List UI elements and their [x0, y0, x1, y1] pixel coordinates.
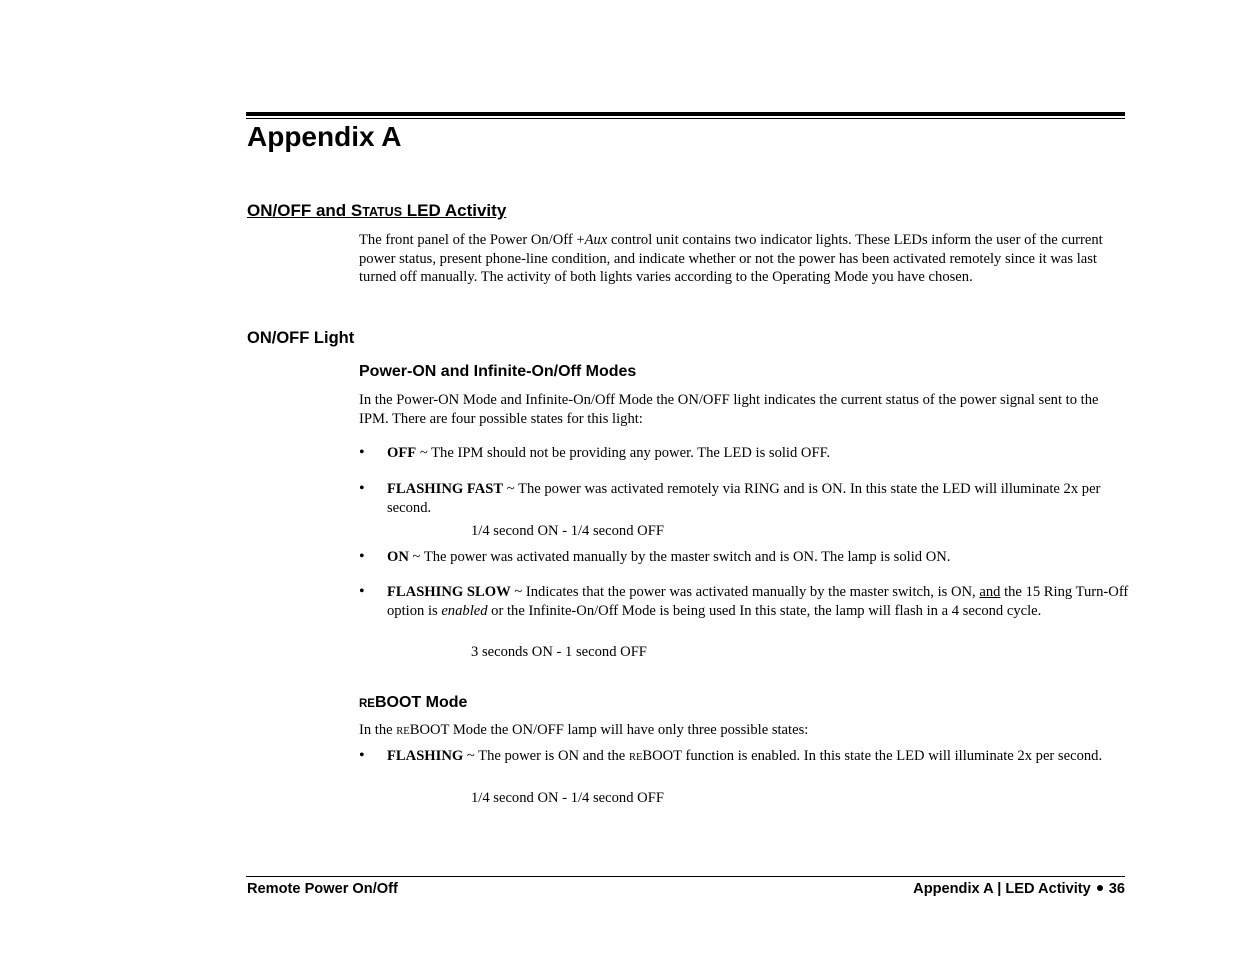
reboot-intro-2: BOOT Mode the ON/OFF lamp will have only three possible states: [409, 722, 809, 738]
chapter-title: Appendix A [247, 121, 402, 152]
page-number: 36 [1108, 881, 1125, 897]
timing-flashing-slow: 3 seconds ON - 1 second OFF [471, 644, 647, 660]
bullet-text: ~ The power was activated manually by the master switch and is ON. The lamp is solid ON. [408, 549, 951, 565]
header-rule-thin [246, 118, 1125, 119]
intro-text-1: The front panel of the Power On/Off + [359, 232, 585, 248]
header-rule-thick [246, 112, 1125, 116]
intro-text-2: control unit contains two indicator lights. These LEDs inform the user of the current power status, present phone-line condition, and indicate whether or not the power has been activated remotely since it was last turned off manually. The activity of both lights varies according to the Operating Mode you have chosen. [359, 232, 1103, 285]
bullet-text: or the Infinite-On/Off Mode is being used In this state, the lamp will flash in a 4 second cycle. [487, 602, 1042, 619]
bullet-marker: • [359, 583, 365, 600]
power-on-modes-heading: Power-ON and Infinite-On/Off Modes [359, 363, 637, 380]
bullet-marker: • [359, 548, 365, 565]
footer-rule [246, 876, 1125, 877]
timing-flashing-fast: 1/4 second ON - 1/4 second OFF [471, 523, 664, 539]
bullet-label: ON [387, 549, 409, 565]
bullet-text: ~ The power is ON and the [463, 748, 629, 764]
bullet-flashing-slow [387, 583, 1129, 620]
bullet-text: ~ The power was activated remotely via RING and is ON. In this state the LED will illuminate 2x per second. [387, 481, 1101, 516]
footer-title: Remote Power On/Off [247, 881, 398, 897]
bullet-text-enabled: enabled [441, 602, 488, 619]
bullet-text-smallcaps: RE [628, 752, 643, 763]
bullet-text: ~ The IPM should not be providing any power. The LED is solid OFF. [416, 445, 831, 461]
footer-section: Appendix A | LED Activity [913, 881, 1091, 897]
section-heading-part2: LED Activity [402, 201, 507, 220]
reboot-intro-1: In the [359, 722, 397, 738]
section-heading-part1: ON/OFF and S [247, 201, 363, 220]
bullet-marker: • [359, 747, 365, 764]
footer-right [913, 880, 1125, 898]
bullet-label: FLASHING [387, 748, 464, 764]
bullet-off [387, 444, 1129, 463]
power-on-modes-intro: In the Power-ON Mode and Infinite-On/Off Mode the ON/OFF light indicates the current status of the power signal sent to the IPM. There are four possible states for this light: [359, 392, 1099, 427]
reboot-intro-smallcaps: RE [396, 726, 410, 737]
bullet-label: FLASHING FAST [387, 481, 504, 497]
reboot-heading-rest: BOOT Mode [374, 694, 468, 711]
bullet-text: ~ Indicates that the power was activated manually by the master switch, is ON, [510, 584, 980, 600]
bullet-label: OFF [387, 445, 417, 461]
reboot-mode-heading [359, 693, 467, 714]
bullet-marker: • [359, 480, 365, 497]
bullet-text: BOOT function is enabled. In this state the LED will illuminate 2x per second. [642, 748, 1103, 764]
section-heading-smallcaps: TATUS [362, 205, 403, 219]
onoff-light-heading: ON/OFF Light [247, 329, 355, 347]
bullet-marker: • [359, 444, 365, 461]
bullet-reboot-flashing [387, 747, 1129, 768]
intro-aux: Aux [584, 232, 608, 248]
bullet-label: FLASHING SLOW [387, 584, 511, 600]
timing-reboot-flashing: 1/4 second ON - 1/4 second OFF [471, 790, 664, 806]
reboot-mode-intro [359, 721, 1129, 742]
bullet-text-and: and [979, 584, 1001, 600]
bullet-on [387, 548, 1129, 567]
section-heading [247, 200, 506, 223]
bullet-flashing-fast [387, 480, 1129, 517]
footer-bullet-icon [1097, 885, 1103, 891]
section-intro [359, 231, 1129, 287]
reboot-heading-smallcaps: RE [359, 698, 375, 710]
bullet-text: the 15 Ring Turn-Off option is [387, 584, 1129, 619]
